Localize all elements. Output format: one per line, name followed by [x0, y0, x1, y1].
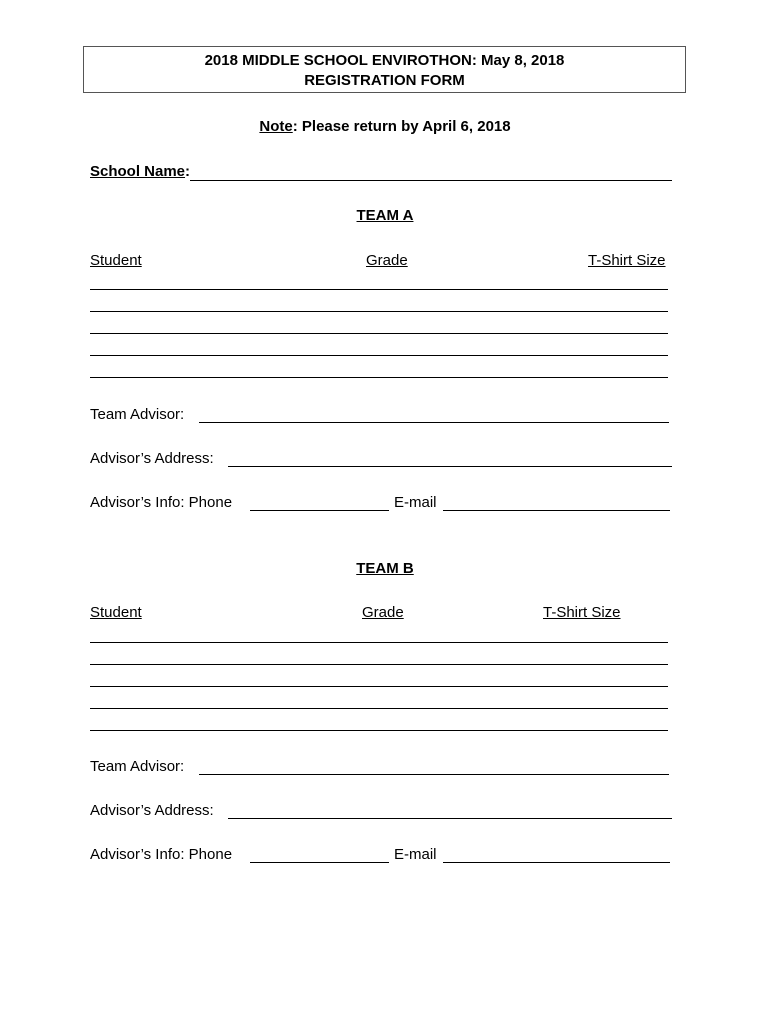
- team-b-phone-field[interactable]: [250, 862, 389, 863]
- team-a-student-row-5[interactable]: [90, 377, 668, 378]
- school-name-label: [90, 163, 190, 180]
- team-a-grade-column: Grade: [366, 252, 408, 269]
- team-a-address-label: Advisor’s Address:: [90, 450, 214, 467]
- form-subtitle: REGISTRATION FORM: [304, 72, 465, 89]
- team-a-student-column: Student: [90, 252, 142, 269]
- form-title-box: [83, 46, 686, 93]
- team-b-student-row-4[interactable]: [90, 708, 668, 709]
- team-a-email-label: E-mail: [394, 494, 437, 511]
- team-b-email-label: E-mail: [394, 846, 437, 863]
- team-b-email-field[interactable]: [443, 862, 670, 863]
- team-b-heading: TEAM B: [356, 560, 414, 577]
- return-note: [0, 118, 770, 135]
- team-b-phone-label: Advisor’s Info: Phone: [90, 846, 233, 863]
- team-b-student-column: Student: [90, 604, 142, 621]
- team-b-tshirt-column: T-Shirt Size: [543, 604, 621, 621]
- note-text: : Please return by April 6, 2018: [292, 118, 511, 135]
- team-a-student-row-1[interactable]: [90, 289, 668, 290]
- team-b-student-row-3[interactable]: [90, 686, 668, 687]
- team-a-student-row-4[interactable]: [90, 355, 668, 356]
- team-a-email-field[interactable]: [443, 510, 670, 511]
- school-name-label-text: School Name: [90, 163, 186, 180]
- team-a-student-row-2[interactable]: [90, 311, 668, 312]
- team-a-student-row-3[interactable]: [90, 333, 668, 334]
- team-b-student-row-1[interactable]: [90, 642, 668, 643]
- team-b-address-label: Advisor’s Address:: [90, 802, 214, 819]
- team-a-address-field[interactable]: [228, 466, 672, 467]
- team-b-advisor-field[interactable]: [199, 774, 669, 775]
- team-a-phone-label: Advisor’s Info: Phone: [90, 494, 233, 511]
- team-a-advisor-label: Team Advisor:: [90, 406, 185, 423]
- school-name-field[interactable]: [190, 180, 672, 181]
- team-a-tshirt-column: T-Shirt Size: [588, 252, 666, 269]
- team-b-advisor-label: Team Advisor:: [90, 758, 185, 775]
- team-a-phone-field[interactable]: [250, 510, 389, 511]
- team-b-grade-column: Grade: [362, 604, 404, 621]
- team-b-address-field[interactable]: [228, 818, 672, 819]
- team-a-heading: TEAM A: [356, 207, 414, 224]
- team-a-advisor-field[interactable]: [199, 422, 669, 423]
- note-label: Note: [259, 118, 293, 135]
- school-name-colon: :: [185, 163, 191, 180]
- form-title: 2018 MIDDLE SCHOOL ENVIROTHON: May 8, 2018: [204, 52, 565, 69]
- team-b-student-row-5[interactable]: [90, 730, 668, 731]
- team-b-student-row-2[interactable]: [90, 664, 668, 665]
